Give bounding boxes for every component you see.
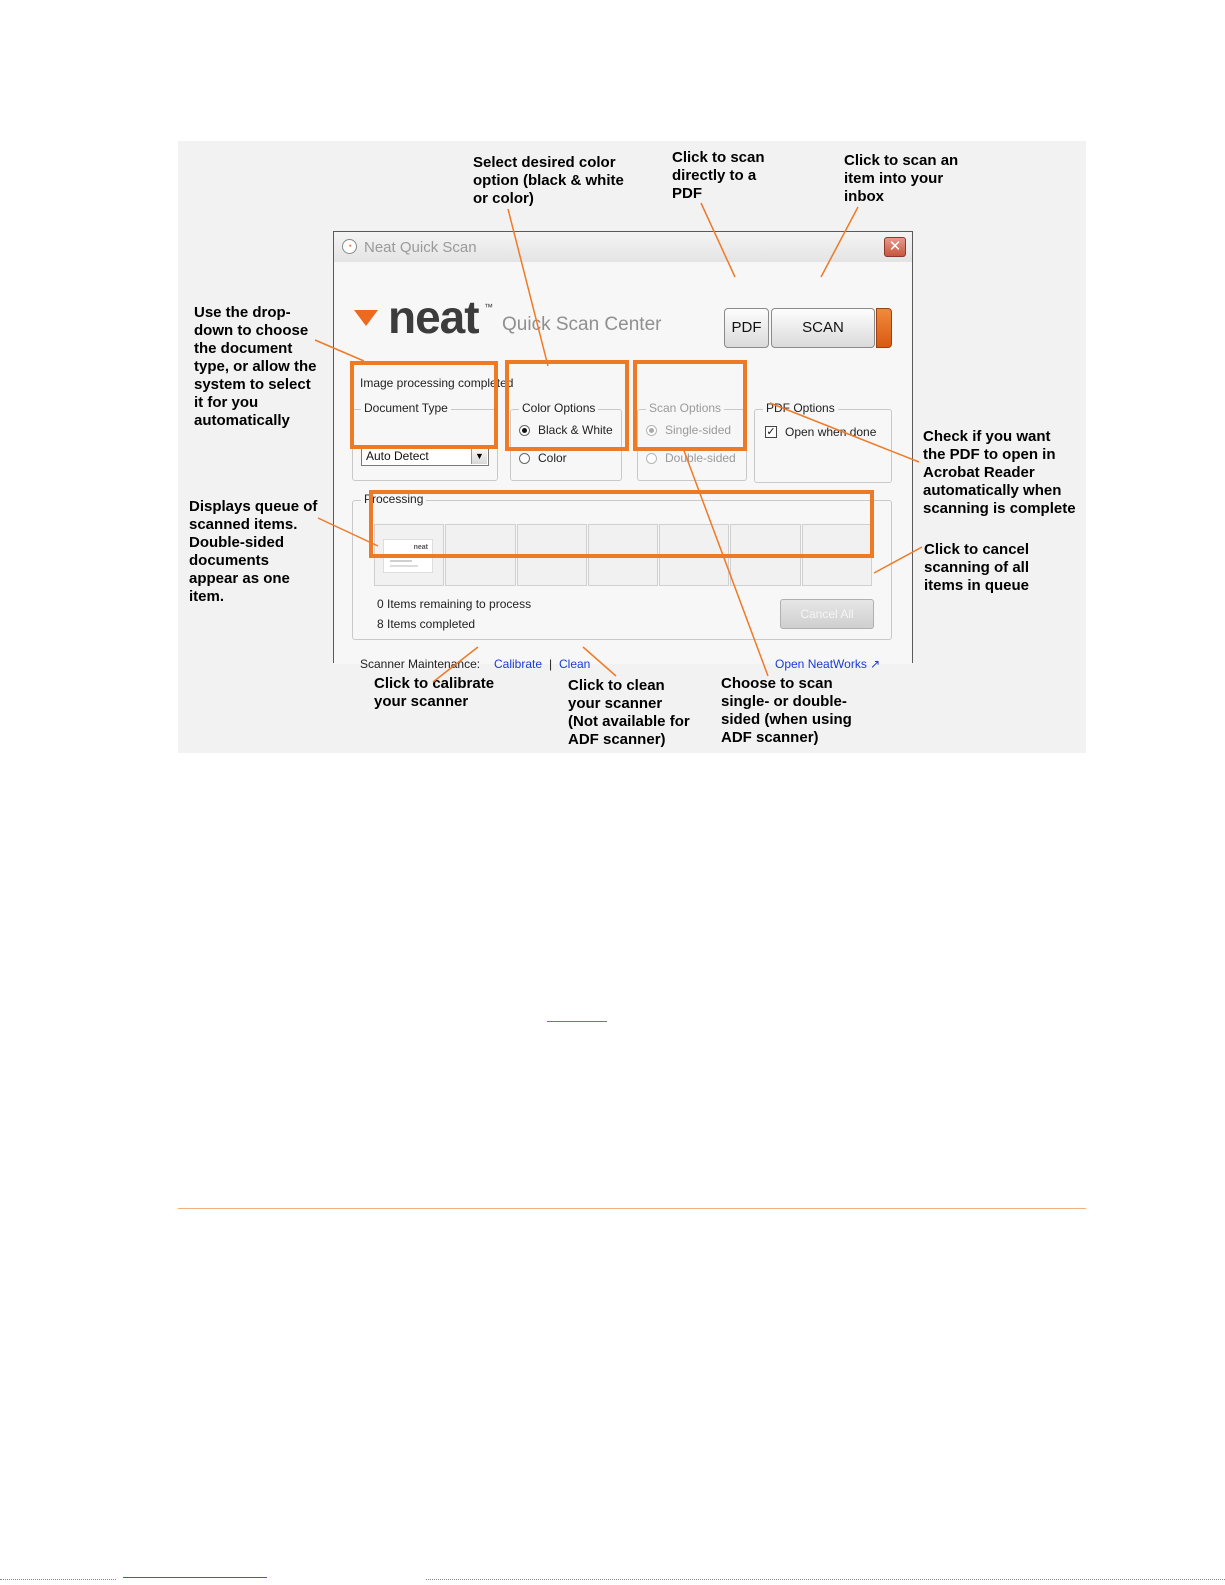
open-neatworks-link[interactable]: Open NeatWorks ↗ — [775, 657, 881, 671]
radio-color-label: Color — [538, 451, 567, 465]
items-remaining-text: 0 Items remaining to process — [377, 597, 532, 611]
radio-double-sided[interactable] — [646, 451, 736, 465]
clean-link[interactable]: Clean — [559, 657, 591, 671]
radio-unselected-icon[interactable] — [519, 453, 530, 464]
callout-document-type: Use the drop- down to choose the document type, or allow the system to select it for you automatically — [194, 304, 317, 429]
open-when-done-label[interactable]: Open when done — [785, 425, 877, 439]
neat-logo-wordmark: neat — [388, 291, 479, 343]
footer-dotted-rule — [426, 1579, 1225, 1580]
pdf-options-label: PDF Options — [763, 401, 838, 415]
link-separator: | — [549, 657, 553, 671]
callout-scan-inbox: Click to scan an item into your inbox — [844, 152, 959, 205]
status-text: Image processing completed — [360, 376, 514, 390]
callout-cancel: Click to cancel scanning of all items in queue — [924, 541, 1030, 594]
scan-button[interactable]: SCAN — [771, 308, 875, 348]
footer-dotted-rule — [0, 1579, 116, 1580]
document-type-selected-value: Auto Detect — [366, 449, 429, 463]
neat-logo-icon — [354, 310, 378, 326]
radio-unselected-disabled-icon[interactable] — [646, 453, 657, 464]
scan-options-tab[interactable] — [876, 308, 892, 348]
close-button[interactable]: ✕ — [884, 237, 906, 257]
trademark-mark: ™ — [484, 302, 493, 312]
radio-single-sided-label: Single-sided — [665, 423, 732, 437]
title-bar — [334, 232, 912, 262]
highlight-scan-options — [633, 360, 747, 451]
callout-queue: Displays queue of scanned items. Double-sided documents appear as one item. — [189, 498, 318, 605]
color-options-label: Color Options — [519, 401, 598, 415]
callout-color-option: Select desired color option (black & white or color) — [473, 154, 624, 207]
highlight-document-type — [350, 361, 498, 449]
chevron-down-icon[interactable]: ▼ — [471, 448, 487, 464]
section-divider — [178, 1208, 1086, 1209]
callout-pdf-open: Check if you want the PDF to open in Acrobat Reader automatically when scanning is complete — [923, 428, 1076, 517]
document-type-label: Document Type — [361, 401, 451, 415]
calibrate-link[interactable]: Calibrate — [494, 657, 543, 671]
cancel-all-button[interactable]: Cancel All — [780, 599, 874, 629]
thumbnail-line — [390, 565, 418, 567]
thumbnail-line — [390, 560, 412, 562]
pdf-button[interactable]: PDF — [724, 308, 769, 348]
footer-link-underline[interactable] — [123, 1577, 267, 1578]
window-client-area — [334, 262, 912, 671]
processing-label: Processing — [361, 492, 426, 506]
callout-clean: Click to clean your scanner (Not available for ADF scanner) — [568, 677, 690, 748]
pdf-options-group — [754, 401, 892, 483]
open-when-done-checkbox[interactable]: ✓ — [766, 426, 776, 438]
radio-double-sided-label: Double-sided — [665, 451, 736, 465]
highlight-color-options — [505, 360, 629, 451]
thumbnail-logo: neat — [413, 544, 428, 551]
document-type-dropdown[interactable] — [361, 446, 489, 466]
window-title: Neat Quick Scan — [364, 239, 477, 256]
annotated-screenshot-figure — [178, 141, 1086, 753]
scanner-maintenance-label: Scanner Maintenance: — [360, 657, 481, 671]
items-completed-text: 8 Items completed — [377, 617, 476, 631]
app-subtitle: Quick Scan Center — [502, 314, 662, 335]
radio-color[interactable] — [519, 451, 567, 465]
scan-options-label: Scan Options — [646, 401, 724, 415]
highlight-queue — [369, 490, 874, 558]
callout-scan-pdf: Click to scan directly to a PDF — [672, 149, 765, 202]
radio-black-white-label: Black & White — [538, 423, 613, 437]
callout-calibrate: Click to calibrate your scanner — [374, 675, 495, 710]
callout-sides: Choose to scan single- or double- sided (when using ADF scanner) — [721, 675, 852, 746]
app-icon: ◔ — [342, 239, 357, 254]
inline-link-underline[interactable] — [547, 1021, 607, 1022]
